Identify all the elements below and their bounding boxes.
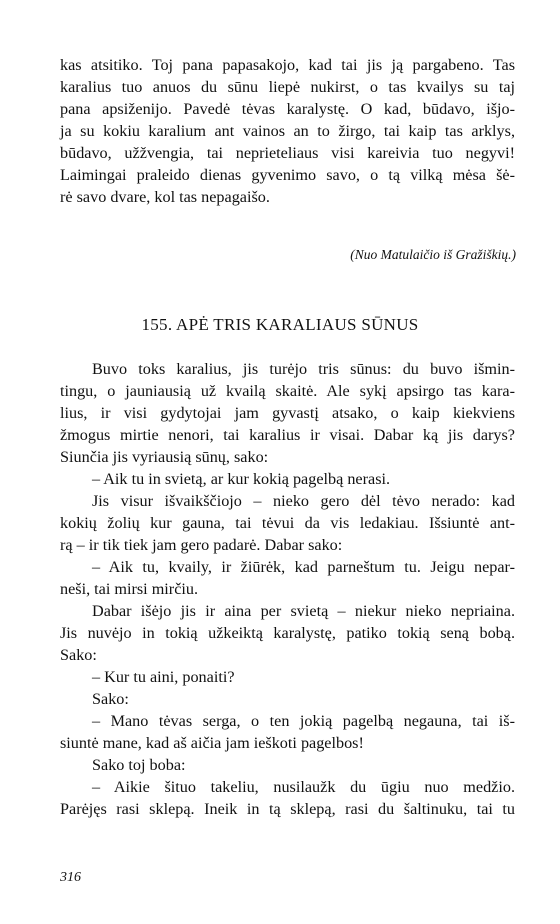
text-line: Buvo toks karalius, jis turėjo tris sūnus: du buvo išmin- — [92, 360, 515, 378]
text-line: Siunčia jis vyriausią sūnų, sako: — [60, 448, 269, 466]
text-line: Parėjęs rasi sklepą. Ineik in tą sklepą, rasi du šaltinuku, tai tu — [60, 800, 515, 818]
dialogue-line: – Aikie šituo takeliu, nusilaužk du ūgiu nuo medžio. — [92, 778, 515, 796]
dialogue-line: – Kur tu aini, ponaiti? — [92, 668, 235, 686]
text-line: tingu, o jauniausią už kvailą skaitė. Ale sykį apsirgo tas kara- — [60, 382, 515, 400]
text-line: neši, tai mirsi mirčiu. — [60, 580, 199, 598]
text-line: pana apsiženijo. Pavedė tėvas karalystę. O kad, būdavo, išjo- — [60, 100, 515, 118]
text-line: Sako toj boba: — [92, 756, 186, 774]
dialogue-line: – Mano tėvas serga, o ten jokią pagelbą negauna, tai iš- — [92, 712, 515, 730]
text-line: kokių žolių kur gauna, tai tėvui da vis ledakiau. Išsiuntė ant- — [60, 514, 515, 532]
text-line: Jis nuvėjo in tokią užkeiktą karalystę, patiko tokią seną bobą. — [60, 624, 515, 642]
page-number: 316 — [60, 870, 81, 885]
text-line: rą – ir tik tiek jam gero padarė. Dabar sako: — [60, 536, 343, 554]
text-line: Dabar išėjo jis ir aina per svietą – niekur nieko nepriaina. — [92, 602, 515, 620]
text-line: žmogus mirtie nenori, tai karalius ir visai. Dabar ką jis darys? — [60, 426, 515, 444]
dialogue-line: – Aik tu, kvaily, ir žiūrėk, kad parneštum tu. Jeigu nepar- — [92, 558, 515, 576]
text-line: rė savo dvare, kol tas nepagaišo. — [60, 188, 270, 206]
text-line: Sako: — [92, 690, 129, 708]
text-line: lius, ir visi gydytojai jam gyvastį atsako, o kaip kiekviens — [60, 404, 515, 422]
text-line: Laimingai praleido dienas gyvenimo savo, o tą vilką mėsa šė- — [60, 166, 515, 184]
source-note: (Nuo Matulaičio iš Gražiškių.) — [350, 247, 516, 262]
text-line: siuntė mane, kad aš aičia jam ieškoti pagelbos! — [60, 734, 364, 752]
text-line: būdavo, užžvengia, tai neprieteliaus visi kareivia tuo negyvi! — [60, 144, 515, 162]
text-line: Sako: — [60, 646, 97, 664]
text-line: kas atsitiko. Toj pana papasakojo, kad tai jis ją pargabeno. Tas — [60, 56, 515, 74]
story-heading: 155. APĖ TRIS KARALIAUS SŪNUS — [141, 315, 419, 334]
text-line: Jis visur išvaikščiojo – nieko gero dėl tėvo nerado: kad — [92, 492, 515, 510]
text-line: ja su kokiu karalium ant vainos an to žirgo, tai kaip tas arklys, — [60, 122, 515, 140]
dialogue-line: – Aik tu in svietą, ar kur kokią pagelbą nerasi. — [92, 470, 391, 488]
text-line: karalius tuo anuos du sūnu liepė nukirst, o tas kvailys su taj — [60, 78, 515, 96]
